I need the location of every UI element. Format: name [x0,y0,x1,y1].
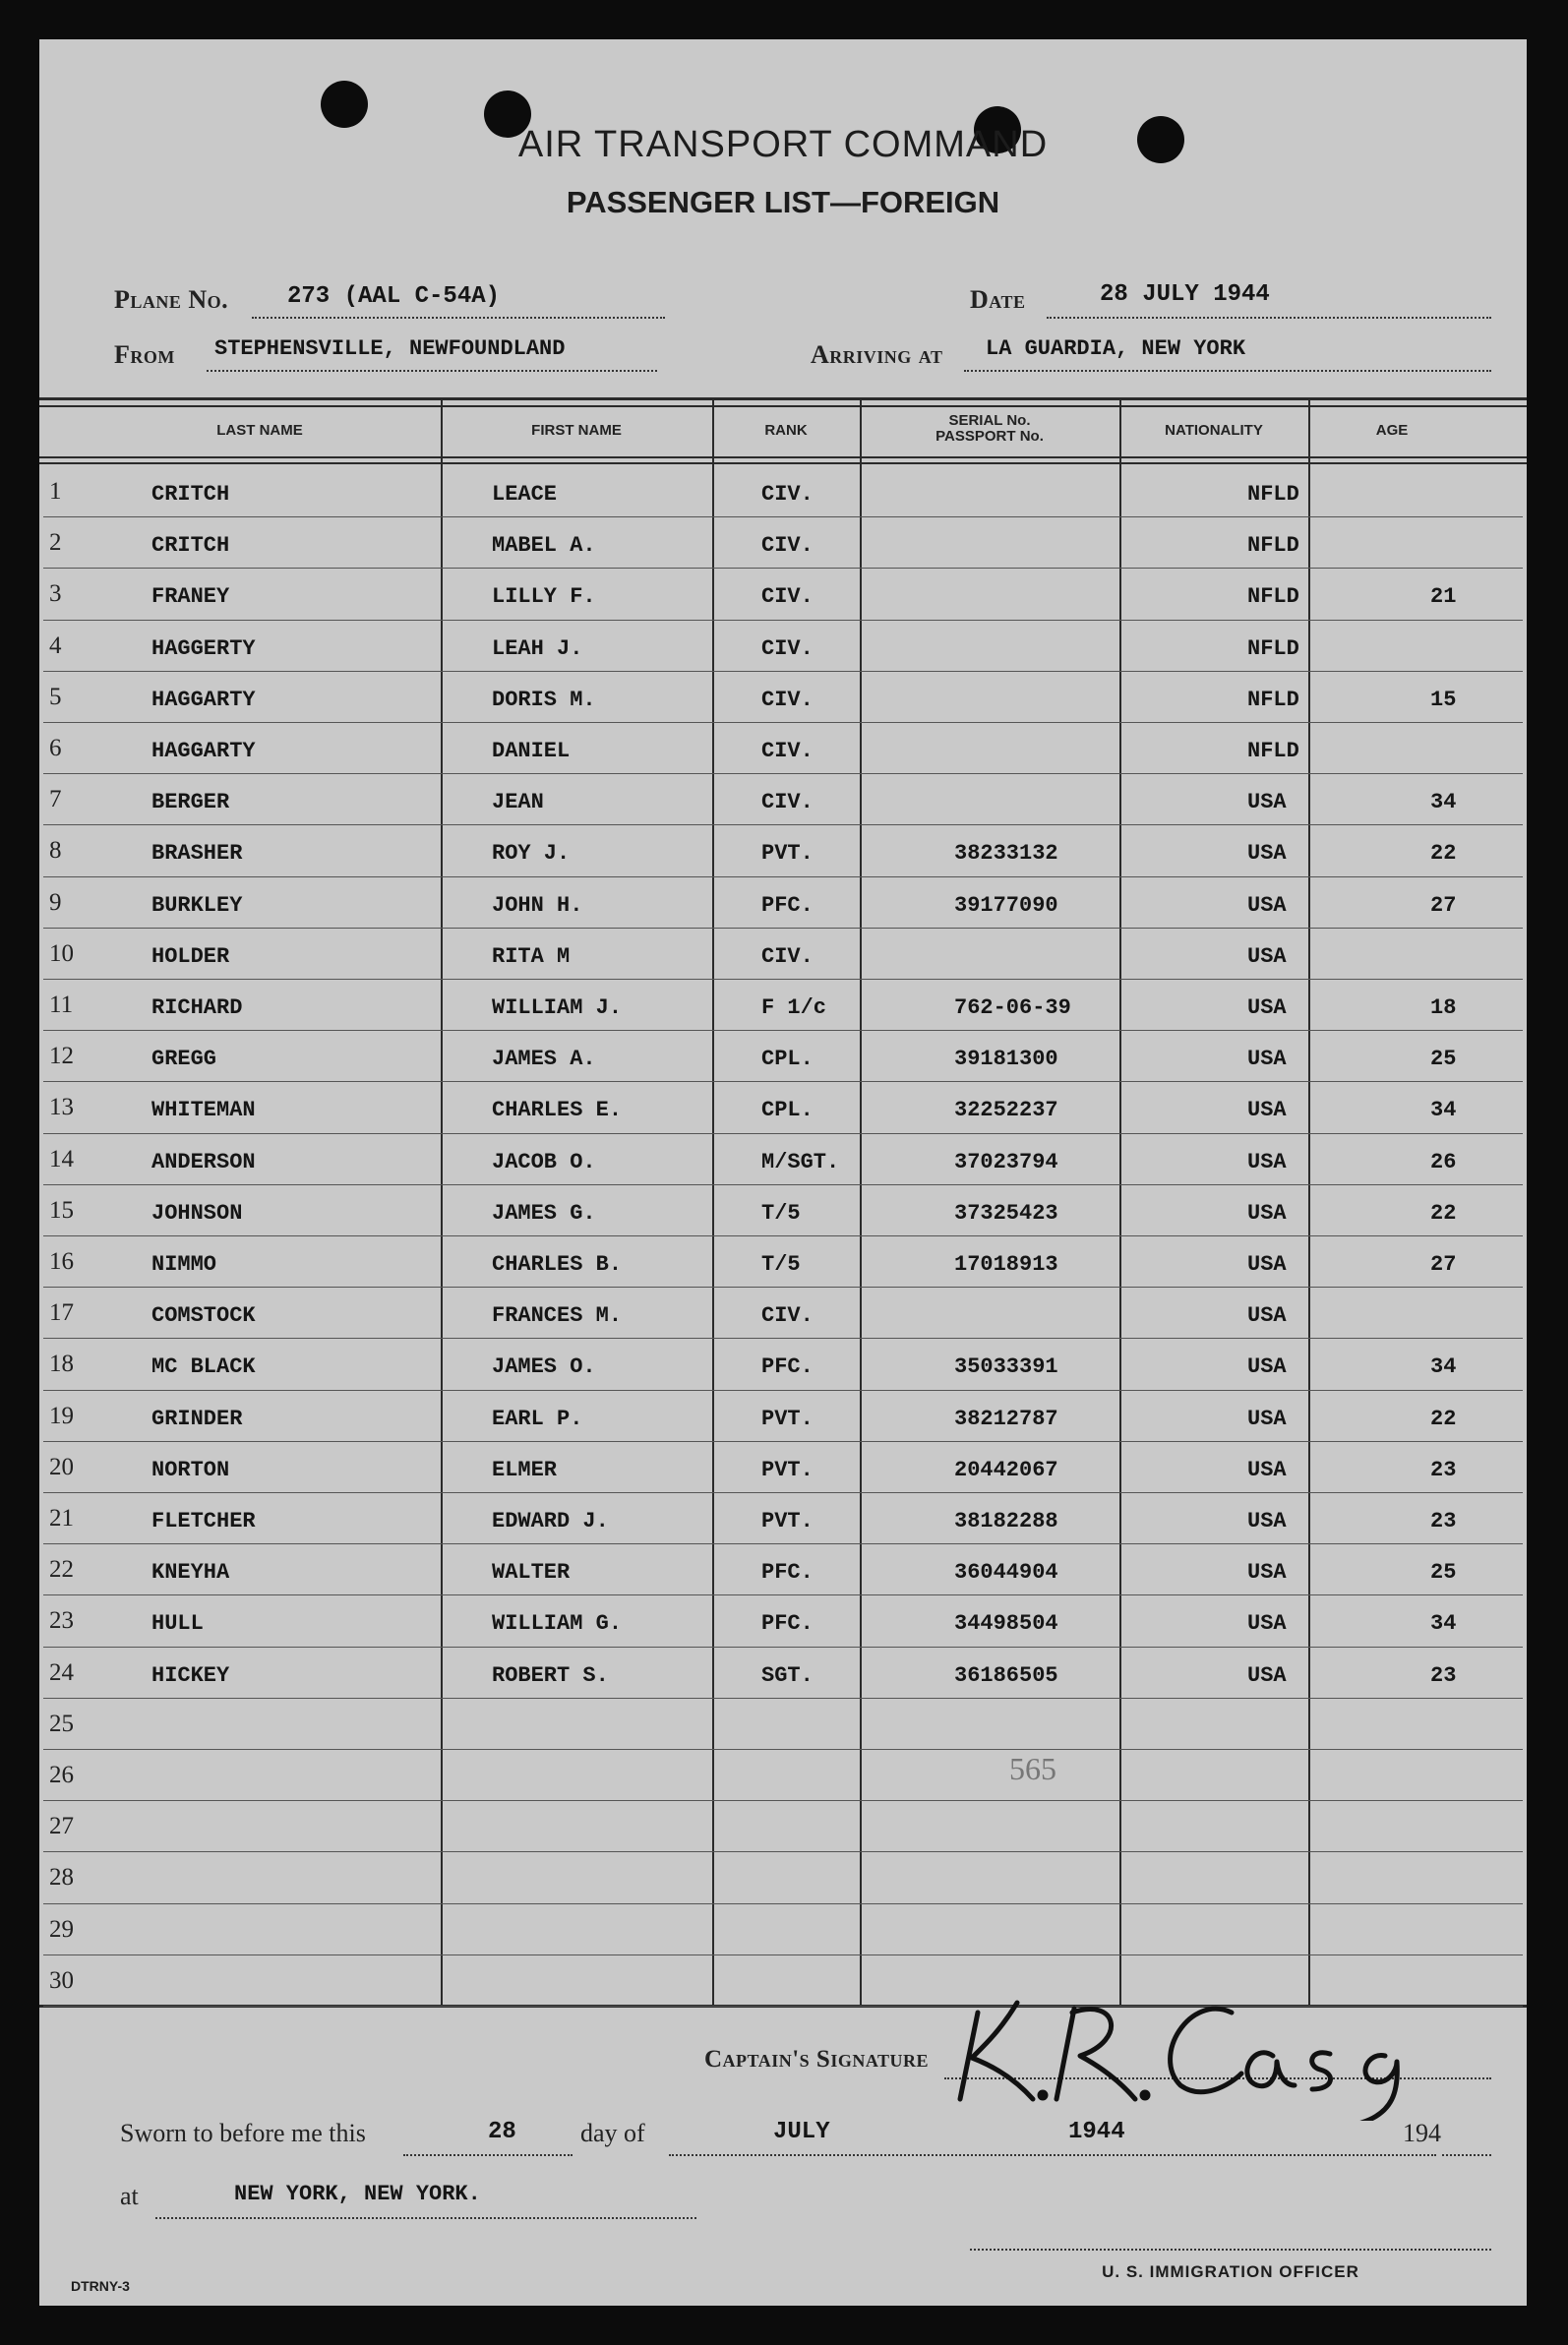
serial-number-cell: 762-06-39 [954,995,1071,1020]
age-cell: 22 [1430,841,1457,867]
row-number: 9 [49,888,62,916]
first-name-cell: ROY J. [492,841,571,867]
day-of-text: day of [580,2119,645,2147]
rank-cell: CIV. [761,687,814,712]
serial-number-cell: 36186505 [954,1662,1058,1688]
table-row [39,1699,1527,1750]
age-cell: 34 [1430,790,1457,815]
row-number: 3 [49,580,62,608]
nationality-cell: USA [1247,1509,1287,1533]
first-name-cell: LILLY F. [492,584,596,610]
nationality-cell: USA [1247,1662,1287,1688]
row-number: 28 [49,1864,74,1892]
row-number: 8 [49,837,62,865]
row-number: 19 [49,1402,74,1429]
row-number: 6 [49,735,62,761]
first-name-cell: FRANCES M. [492,1303,623,1329]
first-name-cell: JAMES O. [492,1354,596,1380]
row-number: 17 [49,1299,74,1327]
serial-number-cell: 38233132 [954,841,1058,867]
table-row [39,621,1527,672]
age-cell: 25 [1430,1560,1457,1586]
last-name-cell: HULL [151,1611,204,1637]
first-name-cell: JAMES G. [492,1200,596,1226]
row-number: 23 [49,1607,74,1635]
table-row [39,1288,1527,1339]
plane-label: Plane No. [114,285,229,314]
date-label: Date [970,285,1026,314]
age-cell: 34 [1430,1611,1457,1637]
age-cell: 21 [1430,584,1457,610]
column-header-age: AGE [1375,422,1409,439]
plane-value: 273 (AAL C-54A) [287,283,501,310]
row-number: 27 [49,1813,74,1840]
nationality-cell: USA [1247,790,1287,815]
first-name-cell: CHARLES B. [492,1252,623,1277]
table-row [39,1185,1527,1236]
row-number: 1 [49,478,62,505]
table-row [39,1750,1527,1801]
serial-number-cell: 38212787 [954,1406,1058,1431]
table-row [39,1082,1527,1133]
first-name-cell: RITA M [492,943,571,969]
last-name-cell: WHITEMAN [151,1098,256,1123]
row-number: 24 [49,1658,74,1686]
table-header-rule-inner [39,462,1527,464]
nationality-cell: USA [1247,892,1287,918]
age-cell: 18 [1430,995,1457,1020]
form-title: AIR TRANSPORT COMMAND [517,124,1049,165]
rank-cell: CIV. [761,943,814,969]
serial-number-cell: 34498504 [954,1611,1058,1637]
nationality-cell: USA [1247,1200,1287,1226]
age-cell: 26 [1430,1149,1457,1174]
column-header-rank: RANK [764,422,808,439]
nationality-cell: USA [1247,1098,1287,1123]
nationality-cell: USA [1247,1560,1287,1586]
nationality-cell: USA [1247,1457,1287,1482]
serial-number-cell: 39181300 [954,1047,1058,1072]
row-number: 21 [49,1505,74,1532]
first-name-cell: JAMES A. [492,1047,596,1072]
row-number: 13 [49,1094,74,1121]
table-row [39,774,1527,825]
nationality-cell: USA [1247,943,1287,969]
row-number: 18 [49,1351,74,1378]
row-number: 30 [49,1966,74,1994]
column-header-nationality: NATIONALITY [1165,422,1263,439]
serial-number-cell: 37023794 [954,1149,1058,1174]
nationality-cell: NFLD [1247,739,1299,763]
nationality-cell: USA [1247,1354,1287,1380]
captain-signature [948,1983,1440,2121]
nationality-cell: NFLD [1247,635,1299,661]
first-name-cell: EDWARD J. [492,1509,609,1533]
rank-cell: CIV. [761,1303,814,1329]
last-name-cell: JOHNSON [151,1200,243,1226]
table-row [39,1544,1527,1595]
table-row [39,466,1527,517]
rank-cell: PFC. [761,892,814,918]
serial-number-cell: 39177090 [954,892,1058,918]
last-name-cell: HOLDER [151,943,230,969]
first-name-cell: EARL P. [492,1406,583,1431]
table-row [39,1031,1527,1082]
table-row [39,1801,1527,1852]
last-name-cell: NORTON [151,1457,230,1482]
serial-number-cell: 37325423 [954,1200,1058,1226]
age-cell: 25 [1430,1047,1457,1072]
age-cell: 23 [1430,1509,1457,1533]
last-name-cell: HAGGERTY [151,635,256,661]
first-name-cell: ELMER [492,1457,558,1482]
last-name-cell: BRASHER [151,841,243,867]
row-number: 16 [49,1248,74,1275]
first-name-cell: JOHN H. [492,892,583,918]
first-name-cell: ROBERT S. [492,1662,609,1688]
table-row [39,1904,1527,1955]
rank-cell: CIV. [761,584,814,610]
sworn-text: Sworn to before me this [120,2119,366,2147]
nationality-cell: NFLD [1247,482,1299,507]
last-name-cell: HAGGARTY [151,687,256,712]
last-name-cell: CRITCH [151,533,230,559]
last-name-cell: ANDERSON [151,1149,256,1174]
serial-header-line1: SERIAL No. [948,412,1031,429]
age-cell: 22 [1430,1406,1457,1431]
serial-number-cell: 36044904 [954,1560,1058,1586]
first-name-cell: JACOB O. [492,1149,596,1174]
row-number: 22 [49,1556,74,1584]
table-row [39,1236,1527,1288]
row-number: 15 [49,1196,74,1224]
last-name-cell: RICHARD [151,995,243,1020]
last-name-cell: NIMMO [151,1252,217,1277]
nationality-cell: USA [1247,995,1287,1020]
row-number: 5 [49,683,62,710]
form-subtitle: PASSENGER LIST—FOREIGN [566,185,1000,219]
first-name-cell: LEAH J. [492,635,583,661]
age-cell: 22 [1430,1200,1457,1226]
serial-number-cell: 35033391 [954,1354,1058,1380]
sworn-year: 1944 [1068,2119,1125,2145]
rank-cell: SGT. [761,1662,814,1688]
table-row [39,517,1527,569]
captain-signature-label: Captain's Signature [704,2046,930,2073]
age-cell: 27 [1430,892,1457,918]
officer-label: U. S. IMMIGRATION OFFICER [1102,2262,1359,2281]
year-prefix: 194 [1403,2119,1441,2147]
nationality-cell: USA [1247,1303,1287,1329]
table-row [39,1442,1527,1493]
table-row [39,1648,1527,1699]
nationality-cell: USA [1247,841,1287,867]
passenger-list-form [39,39,1527,2306]
rank-cell: PFC. [761,1560,814,1586]
table-row [39,1339,1527,1390]
serial-number-cell: 38182288 [954,1509,1058,1533]
punch-hole [321,81,368,128]
rank-cell: PVT. [761,1457,814,1482]
rank-cell: PFC. [761,1354,814,1380]
rank-cell: CIV. [761,635,814,661]
first-name-cell: MABEL A. [492,533,596,559]
first-name-cell: DANIEL [492,739,571,763]
first-name-cell: WILLIAM G. [492,1611,623,1637]
row-number: 26 [49,1762,74,1788]
nationality-cell: USA [1247,1252,1287,1277]
table-row [39,877,1527,929]
table-top-rule-inner [39,405,1527,407]
nationality-cell: NFLD [1247,584,1299,610]
serial-number-cell: 17018913 [954,1252,1058,1277]
table-row [39,723,1527,774]
rank-cell: CPL. [761,1047,814,1072]
from-value: STEPHENSVILLE, NEWFOUNDLAND [214,336,566,361]
age-cell: 23 [1430,1457,1457,1482]
rank-cell: PVT. [761,1406,814,1431]
rank-cell: CPL. [761,1098,814,1123]
rank-cell: CIV. [761,739,814,763]
sworn-day: 28 [488,2119,516,2145]
at-value: NEW YORK, NEW YORK. [234,2182,481,2206]
rank-cell: F 1/c [761,995,827,1020]
table-row [39,929,1527,980]
last-name-cell: GREGG [151,1047,217,1072]
table-header-rule [39,456,1527,458]
row-number: 20 [49,1453,74,1480]
age-cell: 34 [1430,1098,1457,1123]
last-name-cell: FRANEY [151,584,230,610]
at-label: at [120,2182,139,2210]
table-row [39,1134,1527,1185]
serial-number-cell: 20442067 [954,1457,1058,1482]
nationality-cell: USA [1247,1611,1287,1637]
age-cell: 34 [1430,1354,1457,1380]
row-number: 2 [49,529,62,557]
row-number: 14 [49,1145,74,1172]
first-name-cell: WILLIAM J. [492,995,623,1020]
last-name-cell: FLETCHER [151,1509,256,1533]
last-name-cell: COMSTOCK [151,1303,256,1329]
table-top-rule [39,397,1527,400]
first-name-cell: DORIS M. [492,687,596,712]
age-cell: 23 [1430,1662,1457,1688]
rank-cell: PFC. [761,1611,814,1637]
first-name-cell: JEAN [492,790,544,815]
first-name-cell: WALTER [492,1560,571,1586]
rank-cell: PVT. [761,841,814,867]
date-value: 28 JULY 1944 [1100,281,1270,308]
last-name-cell: MC BLACK [151,1354,256,1380]
nationality-cell: USA [1247,1047,1287,1072]
table-row [39,825,1527,876]
serial-header-line2: PASSPORT No. [935,428,1044,445]
last-name-cell: CRITCH [151,482,230,507]
age-cell: 15 [1430,687,1457,712]
rank-cell: T/5 [761,1252,801,1277]
last-name-cell: GRINDER [151,1406,243,1431]
table-row [39,569,1527,620]
last-name-cell: BERGER [151,790,230,815]
officer-signature-line [970,2219,1491,2251]
age-cell: 27 [1430,1252,1457,1277]
table-row [39,1391,1527,1442]
row-number: 29 [49,1915,74,1943]
row-number: 11 [49,992,74,1018]
rank-cell: CIV. [761,790,814,815]
last-name-cell: HAGGARTY [151,739,256,763]
table-row [39,1852,1527,1903]
row-number: 12 [49,1043,74,1070]
column-header-first-name: FIRST NAME [531,422,622,439]
table-row [39,672,1527,723]
first-name-cell: LEACE [492,482,558,507]
nationality-cell: USA [1247,1149,1287,1174]
column-header-last-name: LAST NAME [216,422,303,439]
rank-cell: PVT. [761,1509,814,1533]
nationality-cell: NFLD [1247,533,1299,559]
arriving-label: Arriving at [811,340,943,369]
table-row [39,980,1527,1031]
table-row [39,1493,1527,1544]
arriving-value: LA GUARDIA, NEW YORK [986,336,1246,361]
from-label: From [114,340,175,369]
row-number: 4 [49,631,62,659]
nationality-cell: USA [1247,1406,1287,1431]
first-name-cell: CHARLES E. [492,1098,623,1123]
row-number: 10 [49,939,74,967]
rank-cell: CIV. [761,533,814,559]
sworn-month: JULY [773,2119,830,2145]
last-name-cell: HICKEY [151,1662,230,1688]
form-code: DTRNY-3 [71,2278,130,2294]
column-header-serial [860,413,1119,445]
nationality-cell: NFLD [1247,687,1299,712]
rank-cell: CIV. [761,482,814,507]
rank-cell: T/5 [761,1200,801,1226]
rank-cell: M/SGT. [761,1149,840,1174]
stamped-number: 565 [1009,1751,1056,1786]
table-row [39,1595,1527,1647]
serial-number-cell: 32252237 [954,1098,1058,1123]
row-number: 25 [49,1710,74,1737]
row-number: 7 [49,786,62,813]
year-suffix-line [1442,2125,1491,2156]
last-name-cell: BURKLEY [151,892,243,918]
last-name-cell: KNEYHA [151,1560,230,1586]
